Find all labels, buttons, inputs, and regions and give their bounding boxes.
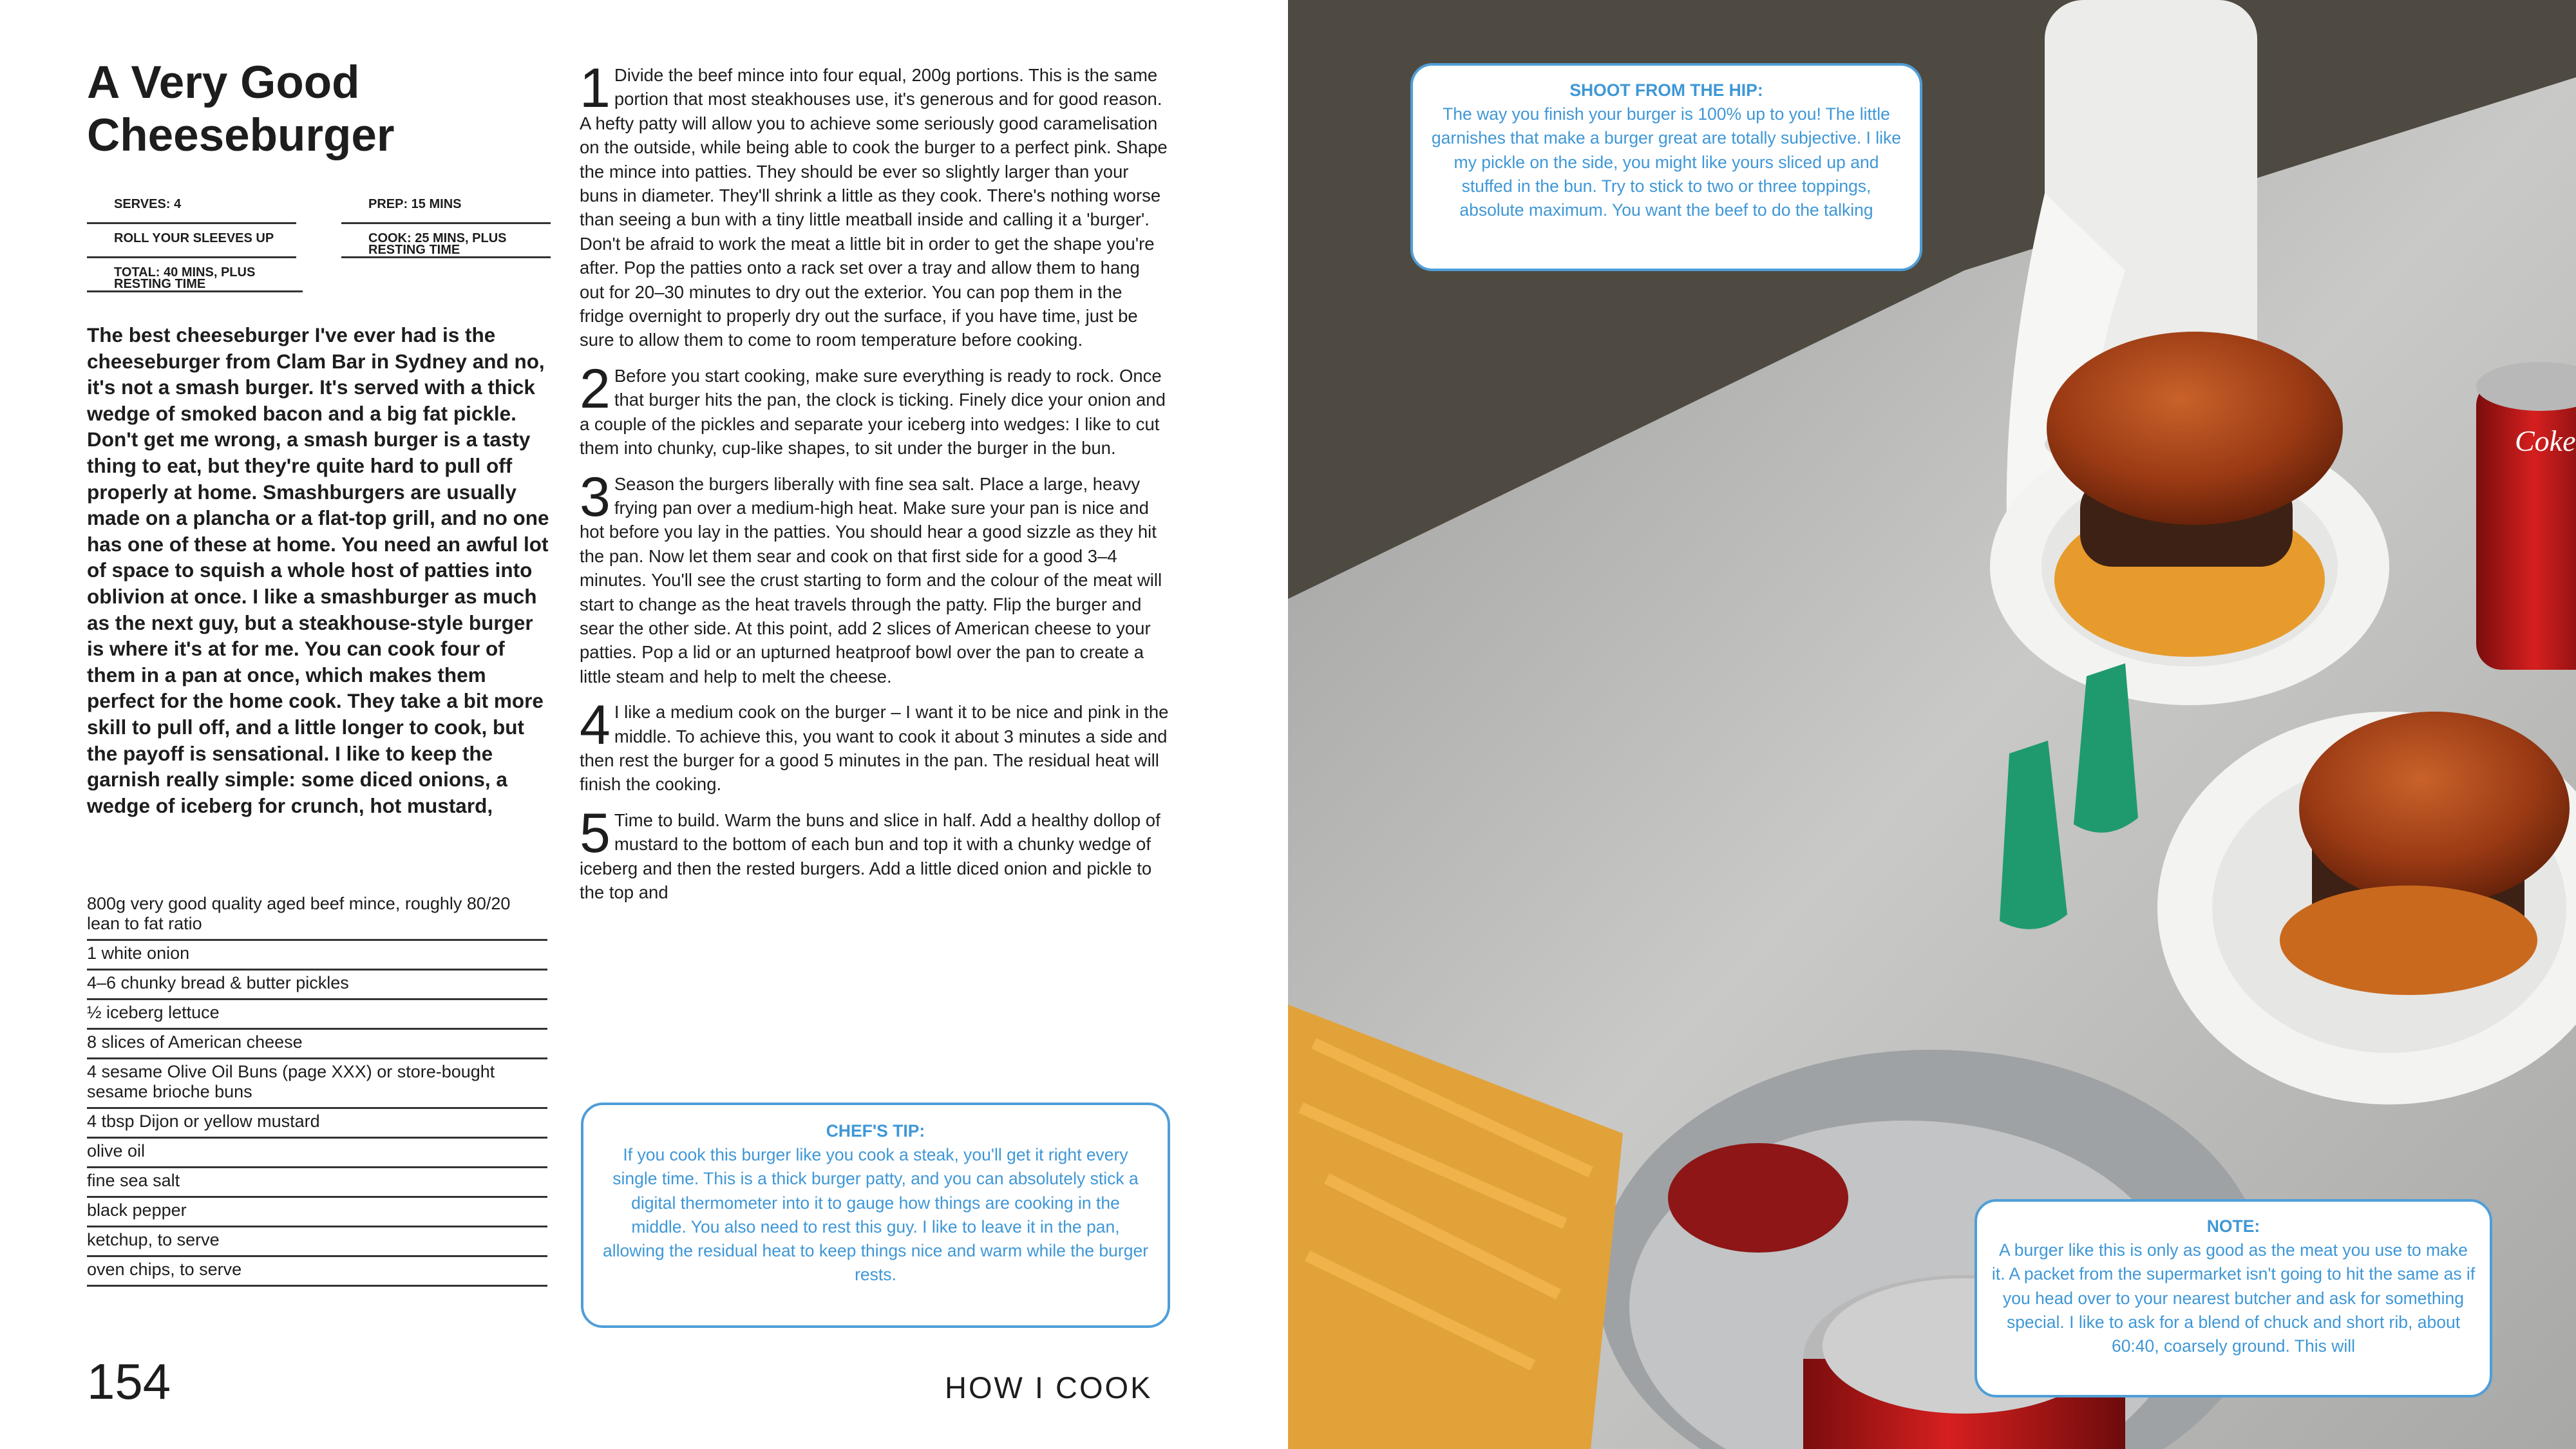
chef-tip-box	[581, 1103, 1170, 1328]
ingredient-item: 4 tbsp Dijon or yellow mustard	[87, 1109, 547, 1139]
step-text: Divide the beef mince into four equal, 200g portions. This is the same portion that most steakhouses use, it's generous and for good reason. A hefty patty will allow you to achieve some seriously good caramelisation on the outside, while being able to cook the burger to a perfect pink. Shape the mince into patties. They should be ever so slightly larger than your buns in diameter. They'll shrink a little as they cook. There's nothing worse than seeing a bun with a tiny little meatball inside and calling it a 'burger'. Don't be afraid to work the meat a little bit in order to get the shape you're after. Pop the patties onto a rack set over a tray and allow them to hang out for 20–30 minutes to dry out the exterior. You can pop them in the fridge overnight to properly dry out the surface, if you have time, just be sure to allow them to come to room temperature before cooking.	[580, 65, 1168, 350]
shoot-from-the-hip-box	[1410, 63, 1922, 271]
method-step-3	[580, 466, 1169, 689]
ingredient-item: 800g very good quality aged beef mince, roughly 80/20 lean to fat ratio	[87, 894, 547, 941]
page-number: 154	[87, 1353, 171, 1410]
difficulty-info: ROLL YOUR SLEEVES UP	[87, 224, 296, 258]
step-text: Time to build. Warm the buns and slice in half. Add a healthy dollop of mustard to the bottom of each bun and top it with a chunky wedge of iceberg and then the rested burgers. Add a little diced onion and pickle to the top and	[580, 810, 1160, 902]
total-time: TOTAL: 40 MINS, PLUS RESTING TIME	[87, 258, 303, 292]
ingredient-item: black pepper	[87, 1198, 547, 1227]
shoot-tip-heading: SHOOT FROM THE HIP:	[1569, 80, 1763, 100]
ingredient-item: 4–6 chunky bread & butter pickles	[87, 971, 547, 1000]
method-step-2	[580, 357, 1169, 460]
ingredient-item: 1 white onion	[87, 941, 547, 971]
method-step-1	[580, 57, 1169, 352]
method-steps	[580, 57, 1169, 916]
book-section-footer: HOW I COOK	[945, 1370, 1153, 1405]
note-heading: NOTE:	[2206, 1217, 2260, 1236]
ingredient-item: ketchup, to serve	[87, 1227, 547, 1257]
can-logo: Coke	[2515, 424, 2576, 457]
ingredient-item: ½ iceberg lettuce	[87, 1000, 547, 1030]
method-step-5	[580, 802, 1169, 905]
ingredient-item: fine sea salt	[87, 1168, 547, 1198]
step-number: 3	[580, 466, 611, 528]
step-number: 2	[580, 357, 611, 420]
method-step-4	[580, 694, 1169, 797]
note-box	[1975, 1199, 2492, 1397]
cook-time: COOK: 25 MINS, PLUS RESTING TIME	[341, 224, 551, 258]
ingredient-item: oven chips, to serve	[87, 1257, 547, 1287]
ingredient-item: 8 slices of American cheese	[87, 1030, 547, 1059]
step-text: Before you start cooking, make sure everything is ready to rock. Once that burger hits the pan, the clock is ticking. Finely dice your onion and a couple of the pickles and separate your iceberg into wedges: I like to cut them into chunky, cup-like shapes, to sit under the burger in the bun.	[580, 365, 1166, 459]
ingredient-item: olive oil	[87, 1139, 547, 1168]
step-number: 1	[580, 57, 611, 119]
step-text: I like a medium cook on the burger – I want it to be nice and pink in the middle. To achieve this, you want to cook it about 3 minutes a side and then rest the burger for a good 5 minutes in the pan. The residual heat will finish the cooking.	[580, 702, 1169, 795]
step-number: 4	[580, 694, 611, 757]
prep-time: PREP: 15 MINS	[341, 190, 551, 224]
coke-can-right	[2476, 362, 2576, 670]
shoot-tip-text: The way you finish your burger is 100% up to you! The little garnishes that make a burger great are totally subjective. I like my pickle on the side, you might like yours sliced up and stuffed in the bun. Try to stick to two or three toppings, absolute maximum. You want the beef to do the talking	[1431, 104, 1902, 220]
chef-tip-heading: CHEF'S TIP:	[826, 1121, 925, 1141]
step-text: Season the burgers liberally with fine sea salt. Place a large, heavy frying pan over a medium-high heat. Make sure your pan is nice and hot before you lay in the patties. You should hear a good sizzle as they hit the pan. Now let them sear and cook on that first side for a good 3–4 minutes. You'll see the crust starting to form and the colour of the meat will start to change as the heat travels through the patty. Flip the burger and sear the other side. At this point, add 2 slices of American cheese to your patties. Pop a lid or an upturned heatproof bowl over the pan to create a little steam and help to melt the cheese.	[580, 473, 1162, 687]
intro-paragraph: The best cheeseburger I've ever had is the cheeseburger from Clam Bar in Sydney and no, it's not a smash burger. It's served with a thick wedge of smoked bacon and a big fat pickle. Don't get me wrong, a smash burger is a tasty thing to eat, but they're quite hard to pull off properly at home. Smashburgers are usually made on a plancha or a flat-top grill, and no one has one of these at home. You need an awful lot of space to squish a whole host of patties into oblivion at once. I like a smashburger as much as the next guy, but a steakhouse-style burger is where it's at for me. You can cook four of them in a pan at once, which makes them perfect for the home cook. They take a bit more skill to pull off, and a little longer to cook, but the payoff is sensational. I like to keep the garnish really simple: some diced onions, a wedge of iceberg for crunch, hot mustard,	[87, 323, 549, 817]
note-text: A burger like this is only as good as the meat you use to make it. A packet from the supermarket isn't going to hit the same as if you head over to your nearest butcher and ask for something special. I like to ask for a blend of chuck and short rib, about 60:40, coarsely ground. This will	[1991, 1240, 2476, 1356]
chef-tip-text: If you cook this burger like you cook a steak, you'll get it right every single time. This is a thick burger patty, and you can absolutely stick a digital thermometer into it to gauge how things are cooking in the middle. You also need to rest this guy. I like to leave it in the pan, allowing the residual heat to keep things nice and warm while the burger rests.	[602, 1145, 1149, 1285]
recipe-title: A Very Good Cheeseburger	[87, 57, 395, 161]
serves-info: SERVES: 4	[87, 190, 296, 224]
recipe-meta	[87, 190, 551, 292]
ingredient-item: 4 sesame Olive Oil Buns (page XXX) or store-bought sesame brioche buns	[87, 1059, 547, 1109]
ingredient-list	[87, 894, 547, 1287]
step-number: 5	[580, 802, 611, 864]
